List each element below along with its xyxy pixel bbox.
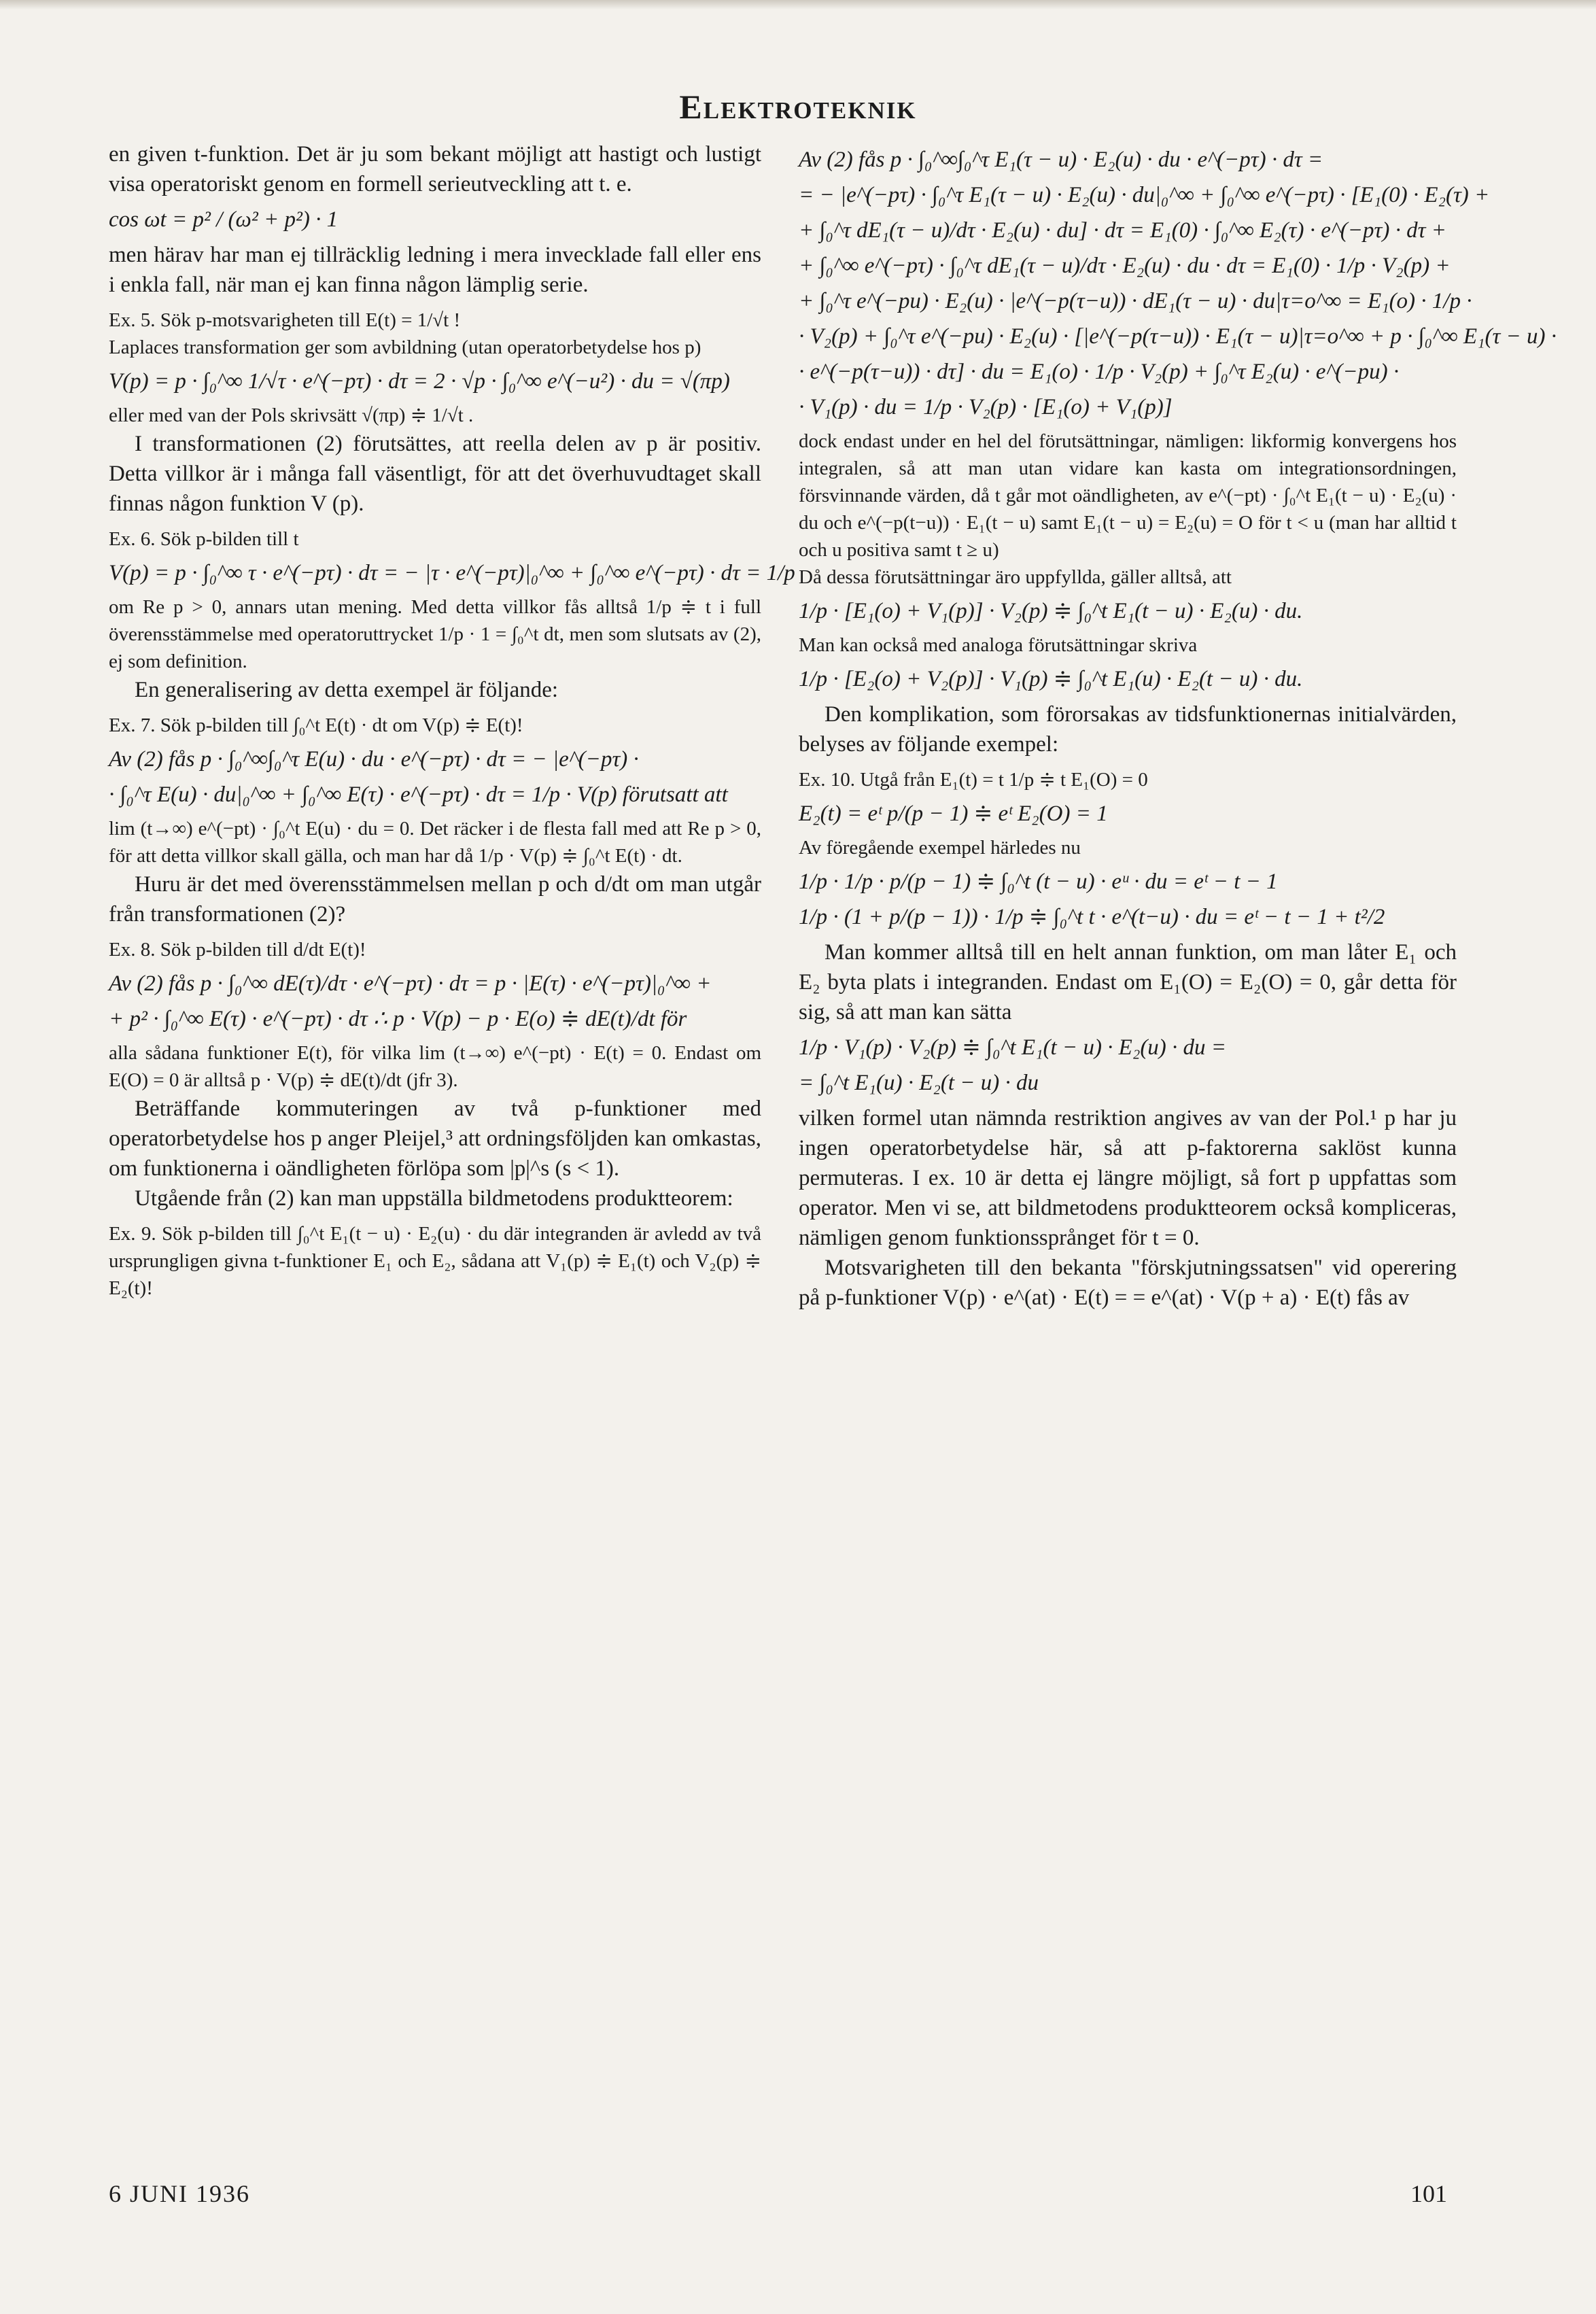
example-heading: Ex. 6. Sök p-bilden till t bbox=[109, 528, 299, 550]
paragraph: men härav har man ej tillräcklig ledning i mera invecklade fall eller ens i enkla fall, när man ej kan finna någon lämplig serie. bbox=[109, 243, 761, 297]
equation: 1/p · (1 + p/(p − 1)) · 1/p ≑ ∫₀^t t · e^(t−u) · du = eᵗ − t − 1 + t²/2 bbox=[799, 905, 1385, 929]
running-head: Elektroteknik bbox=[679, 88, 917, 126]
equation: · e^(−p(τ−u)) · dτ] · du = E₁(o) · 1/p · V₂(p) + ∫₀^τ E₂(u) · e^(−pu) · bbox=[799, 360, 1400, 384]
equation: · V₂(p) + ∫₀^τ e^(−pu) · E₂(u) · [|e^(−p(τ−u)) · E₁(τ − u)|τ=o^∞ + p · ∫₀^∞ E₁(τ − u) · bbox=[799, 324, 1557, 349]
equation: · V₁(p) · du = 1/p · V₂(p) · [E₁(o) + V₁(p)] bbox=[799, 395, 1173, 419]
equation: V(p) = p · ∫₀^∞ τ · e^(−pτ) · dτ = − |τ · e^(−pτ)|₀^∞ + ∫₀^∞ e^(−pτ) · dτ = 1/p bbox=[109, 561, 795, 585]
paragraph: Utgående från (2) kan man uppställa bildmetodens produktteorem: bbox=[135, 1186, 733, 1211]
issue-date: 6 JUNI 1936 bbox=[109, 2180, 250, 2207]
equation: Av (2) fås p · ∫₀^∞ dE(τ)/dτ · e^(−pτ) · dτ = p · |E(τ) · e^(−pτ)|₀^∞ + bbox=[109, 971, 712, 996]
paragraph: om Re p > 0, annars utan mening. Med detta villkor fås alltså 1/p ≑ t i full överensstämmelse med operatoruttrycket 1/p · 1 = ∫₀^t dt, men som slutsats av (2), ej som definition. bbox=[109, 596, 761, 672]
paragraph: En generalisering av detta exempel är följande: bbox=[135, 678, 559, 702]
paragraph: Laplaces transformation ger som avbildning (utan operatorbetydelse hos p) bbox=[109, 336, 701, 358]
paragraph: I transformationen (2) förutsättes, att reella delen av p är positiv. Detta villkor är i många fall väsentligt, för att det överhuvudtaget skall finnas någon funktion V (p). bbox=[109, 432, 761, 516]
paragraph: Den komplikation, som förorsakas av tidsfunktionernas initialvärden, belyses av följande exempel: bbox=[799, 702, 1457, 757]
equation: + ∫₀^τ e^(−pu) · E₂(u) · |e^(−p(τ−u)) · dE₁(τ − u) · du|τ=o^∞ = E₁(o) · 1/p · bbox=[799, 289, 1472, 313]
paragraph: Man kommer alltså till en helt annan funktion, om man låter E₁ och E₂ byta plats i integranden. Endast om E₁(O) = E₂(O) = 0, går detta för sig, så att man kan sätta bbox=[799, 940, 1457, 1024]
equation: = ∫₀^t E₁(u) · E₂(t − u) · du bbox=[799, 1071, 1039, 1095]
paragraph: Motsvarigheten till den bekanta "förskjutningssatsen" vid operering på p-funktioner V(p) · e^(at) · E(t) = = e^(at) · V(p + a) · E(t) fås av bbox=[799, 1256, 1457, 1310]
paragraph: en given t-funktion. Det är ju som bekant möjligt att hastigt och lustigt visa operatoriskt genom en formell serieutveckling att t. e. bbox=[109, 142, 761, 196]
page-top-edge bbox=[0, 0, 1596, 10]
paragraph: Man kan också med analoga förutsättningar skriva bbox=[799, 634, 1198, 656]
paragraph: Beträffande kommuteringen av två p-funktioner med operatorbetydelse hos p anger Pleijel,³ att ordningsföljden kan omkastas, om funktionerna i oändligheten förlöpa som |p|^s (s < 1). bbox=[109, 1096, 761, 1181]
paragraph: alla sådana funktioner E(t), för vilka lim (t→∞) e^(−pt) · E(t) = 0. Endast om E(O) = 0 är alltså p · V(p) ≑ dE(t)/dt (jfr 3). bbox=[109, 1042, 761, 1091]
equation: + ∫₀^∞ e^(−pτ) · ∫₀^τ dE₁(τ − u)/dτ · E₂(u) · du · dτ = E₁(0) · 1/p · V₂(p) + bbox=[799, 254, 1451, 278]
example-heading: Ex. 10. Utgå från E₁(t) = t 1/p ≑ t E₁(O) = 0 bbox=[799, 769, 1148, 791]
equation: = − |e^(−pτ) · ∫₀^τ E₁(τ − u) · E₂(u) · du|₀^∞ + ∫₀^∞ e^(−pτ) · [E₁(0) · E₂(τ) + bbox=[799, 183, 1490, 207]
equation: 1/p · 1/p · p/(p − 1) ≑ ∫₀^t (t − u) · eᵘ · du = eᵗ − t − 1 bbox=[799, 869, 1278, 894]
equation: Av (2) fås p · ∫₀^∞∫₀^τ E(u) · du · e^(−pτ) · dτ = − |e^(−pτ) · bbox=[109, 747, 639, 772]
page-number: 101 bbox=[1410, 2180, 1447, 2207]
equation: 1/p · [E₁(o) + V₁(p)] · V₂(p) ≑ ∫₀^t E₁(t − u) · E₂(u) · du. bbox=[799, 599, 1303, 623]
equation: V(p) = p · ∫₀^∞ 1/√τ · e^(−pτ) · dτ = 2 · √p · ∫₀^∞ e^(−u²) · du = √(πp) bbox=[109, 369, 730, 394]
equation: E₂(t) = eᵗ p/(p − 1) ≑ eᵗ E₂(O) = 1 bbox=[799, 801, 1108, 826]
equation: 1/p · V₁(p) · V₂(p) ≑ ∫₀^t E₁(t − u) · E₂(u) · du = bbox=[799, 1035, 1227, 1060]
example-heading: Ex. 7. Sök p-bilden till ∫₀^t E(t) · dt om V(p) ≑ E(t)! bbox=[109, 714, 523, 736]
right-column bbox=[799, 139, 1557, 1313]
equation: 1/p · [E₂(o) + V₂(p)] · V₁(p) ≑ ∫₀^t E₁(u) · E₂(t − u) · du. bbox=[799, 667, 1303, 691]
paragraph: Huru är det med överensstämmelsen mellan p och d/dt om man utgår från transformationen (2)? bbox=[109, 872, 761, 927]
paragraph: Då dessa förutsättningar äro uppfyllda, gäller alltså, att bbox=[799, 566, 1232, 588]
example-heading: Ex. 8. Sök p-bilden till d/dt E(t)! bbox=[109, 939, 366, 961]
paragraph: Av föregående exempel härledes nu bbox=[799, 837, 1081, 859]
paragraph: lim (t→∞) e^(−pt) · ∫₀^t E(u) · du = 0. Det räcker i de flesta fall med att Re p > 0, för att detta villkor skall gälla, och man har då 1/p · V(p) ≑ ∫₀^t E(t) · dt. bbox=[109, 818, 761, 867]
equation: + ∫₀^τ dE₁(τ − u)/dτ · E₂(u) · du] · dτ = E₁(0) · ∫₀^∞ E₂(τ) · e^(−pτ) · dτ + bbox=[799, 218, 1446, 243]
paragraph: dock endast under en hel del förutsättningar, nämligen: likformig konvergens hos integralen, så att man utan vidare kan kasta om integrationsordningen, försvinnande värden, då t går mot oändligheten, av e^(−pt) · ∫₀^t E₁(t − u) · E₂(u) · du och e^(−p(t−u)) · E₁(t − u) samt E₁(t − u) = E₂(u) = O för t < u (man har alltid t och u positiva samt t ≥ u) bbox=[799, 430, 1457, 561]
paragraph: eller med van der Pols skrivsätt √(πp) ≑ 1/√t . bbox=[109, 404, 474, 426]
equation: cos ωt = p² / (ω² + p²) · 1 bbox=[109, 207, 339, 232]
paragraph: vilken formel utan nämnda restriktion angives av van der Pol.¹ p har ju ingen operatorbetydelse här, så att p-faktorerna saklöst kunna permuteras. I ex. 10 är detta ej längre möjligt, så fort p uppfattas som operator. Men vi se, att bildmetodens produktteorem också kompliceras, nämligen genom funktionssprånget för t = 0. bbox=[799, 1106, 1457, 1250]
equation: Av (2) fås p · ∫₀^∞∫₀^τ E₁(τ − u) · E₂(u) · du · e^(−pτ) · dτ = bbox=[799, 148, 1323, 172]
example-heading: Ex. 9. Sök p-bilden till ∫₀^t E₁(t − u) · E₂(u) · du där integranden är avledd av två ursprungligen givna t-funktioner E₁ och E₂, sådana att V₁(p) ≑ E₁(t) och V₂(p) ≑ E₂(t)! bbox=[109, 1223, 761, 1299]
equation: · ∫₀^τ E(u) · du|₀^∞ + ∫₀^∞ E(τ) · e^(−pτ) · dτ = 1/p · V(p) förutsatt att bbox=[109, 782, 728, 807]
left-column bbox=[109, 139, 795, 1302]
equation: + p² · ∫₀^∞ E(τ) · e^(−pτ) · dτ ∴ p · V(p) − p · E(o) ≑ dE(t)/dt för bbox=[109, 1007, 687, 1031]
example-heading: Ex. 5. Sök p-motsvarigheten till E(t) = 1/√t ! bbox=[109, 309, 461, 331]
